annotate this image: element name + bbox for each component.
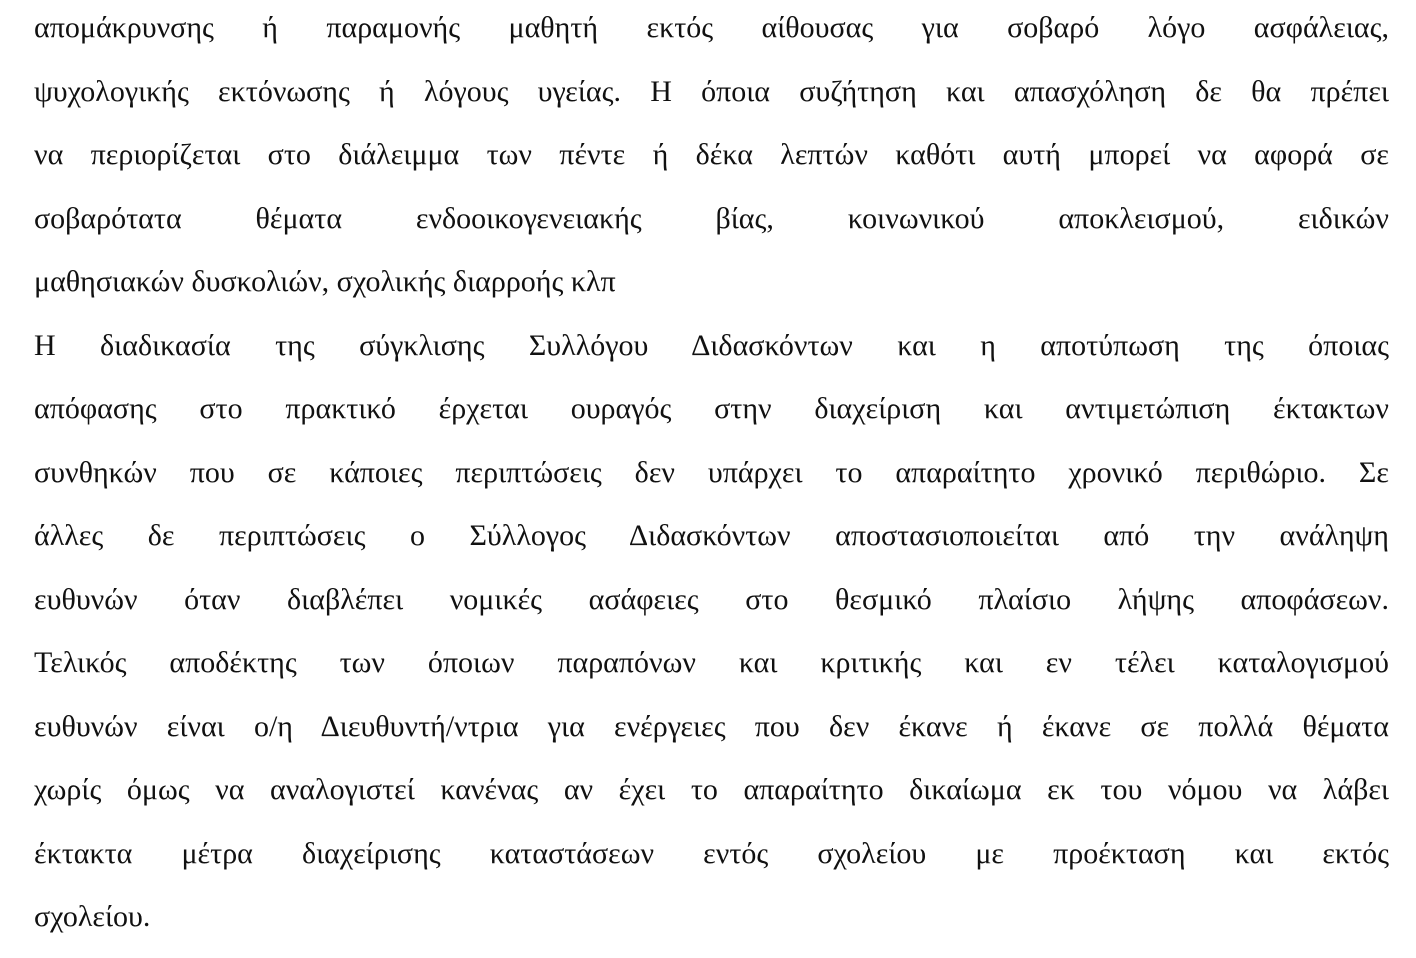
text-line: σχολείου. <box>34 900 151 933</box>
paragraph-1 <box>34 0 1389 314</box>
text-line: απόφασης στο πρακτικό έρχεται ουραγός στην διαχείριση και αντιμετώπιση έκτακτων <box>34 392 1389 425</box>
text-line: Η διαδικασία της σύγκλισης Συλλόγου Διδασκόντων και η αποτύπωση της όποιας <box>34 328 1389 362</box>
text-line: έκτακτα μέτρα διαχείρισης καταστάσεων εντός σχολείου με προέκταση και εκτός <box>34 836 1389 870</box>
document-body <box>34 0 1389 949</box>
text-line: Τελικός αποδέκτης των όποιων παραπόνων και κριτικής και εν τέλει καταλογισμού <box>34 646 1389 679</box>
text-line: ψυχολογικής εκτόνωσης ή λόγους υγείας. Η όποια συζήτηση και απασχόληση δε θα πρέπει <box>34 74 1389 108</box>
text-line: να περιορίζεται στο διάλειμμα των πέντε ή δέκα λεπτών καθότι αυτή μπορεί να αφορά σε <box>34 138 1389 171</box>
text-line: ευθυνών όταν διαβλέπει νομικές ασάφειες στο θεσμικό πλαίσιο λήψης αποφάσεων. <box>34 582 1389 616</box>
text-line: άλλες δε περιπτώσεις ο Σύλλογος Διδασκόντων αποστασιοποιείται από την ανάληψη <box>34 519 1389 552</box>
text-line: μαθησιακών δυσκολιών, σχολικής διαρροής κλπ <box>34 265 616 298</box>
text-line: χωρίς όμως να αναλογιστεί κανένας αν έχει το απαραίτητο δικαίωμα εκ του νόμου να λάβει <box>34 773 1389 806</box>
text-line: ευθυνών είναι ο/η Διευθυντή/ντρια για ενέργειες που δεν έκανε ή έκανε σε πολλά θέματα <box>34 709 1389 743</box>
text-line: απομάκρυνσης ή παραμονής μαθητή εκτός αίθουσας για σοβαρό λόγο ασφάλειας, <box>34 11 1389 44</box>
paragraph-2 <box>34 314 1389 949</box>
text-line: σοβαρότατα θέματα ενδοοικογενειακής βίας, κοινωνικού αποκλεισμού, ειδικών <box>34 201 1389 235</box>
text-line: συνθηκών που σε κάποιες περιπτώσεις δεν υπάρχει το απαραίτητο χρονικό περιθώριο. Σε <box>34 455 1389 489</box>
